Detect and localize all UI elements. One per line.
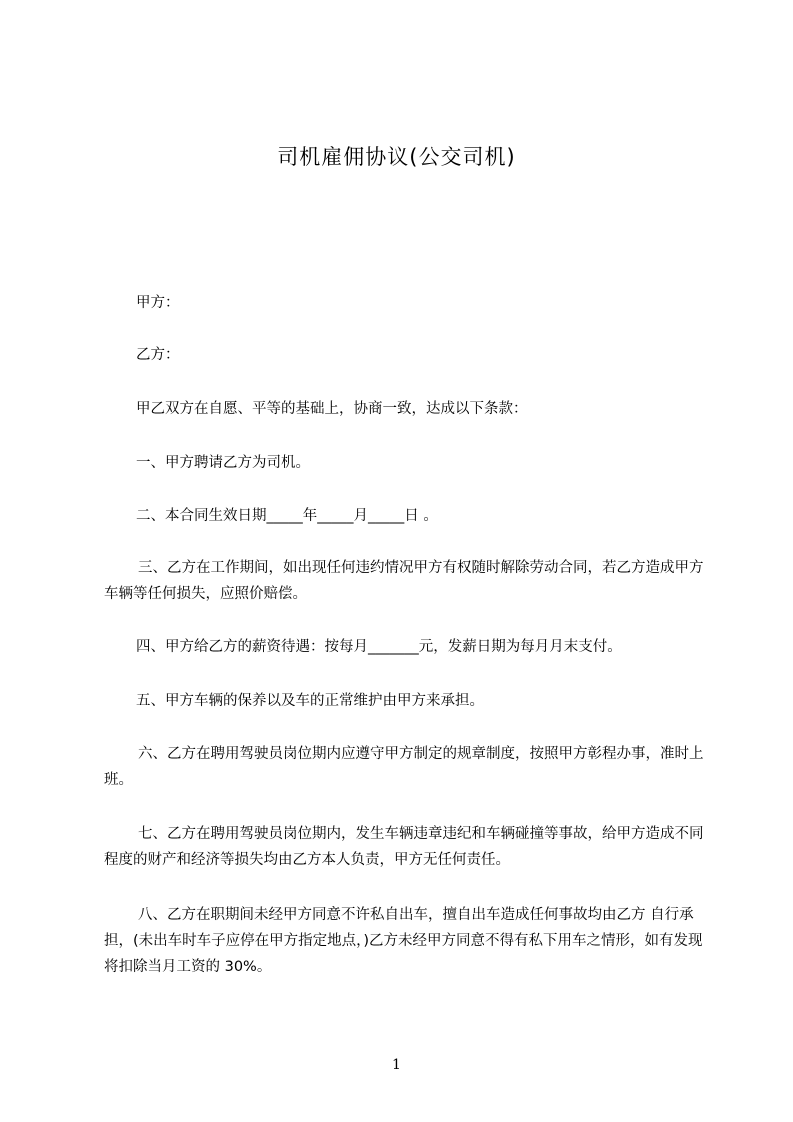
party-b-label: 乙方： — [136, 347, 180, 363]
clause-2: 二、本合同生效日期_____年_____月_____日 。 — [136, 508, 438, 524]
clause-8: 八、乙方在职期间未经甲方同意不许私自出车，擅自出车造成任何事故均由乙方 自行承担，(未出车时车子应停在甲方指定地点，)乙方未经甲方同意不得有私下用车之情形，如有发现将扣除当月工资的 30%。 — [104, 907, 703, 975]
clause-7: 七、乙方在聘用驾驶员岗位期内，发生车辆违章违纪和车辆碰撞等事故，给甲方造成不同程度的财产和经济等损失均由乙方本人负责，甲方无任何责任。 — [104, 826, 704, 868]
clause-3: 三、乙方在工作期间，如出现任何违约情况甲方有权随时解除劳动合同，若乙方造成甲方车辆等任何损失，应照价赔偿。 — [104, 560, 704, 602]
clause-1: 一、甲方聘请乙方为司机。 — [136, 455, 310, 471]
page-number: 1 — [392, 1057, 401, 1073]
party-a-label: 甲方： — [136, 295, 180, 311]
document-title: 司机雇佣协议(公交司机) — [277, 145, 516, 169]
clause-6: 六、乙方在聘用驾驶员岗位期内应遵守甲方制定的规章制度，按照甲方彰程办事，准时上班。 — [104, 746, 704, 788]
clause-5: 五、甲方车辆的保养以及车的正常维护由甲方来承担。 — [136, 693, 484, 709]
preamble: 甲乙双方在自愿、平等的基础上，协商一致，达成以下条款： — [136, 401, 528, 417]
clause-4: 四、甲方给乙方的薪资待遇：按每月_______元，发薪日期为每月月末支付。 — [136, 639, 622, 655]
